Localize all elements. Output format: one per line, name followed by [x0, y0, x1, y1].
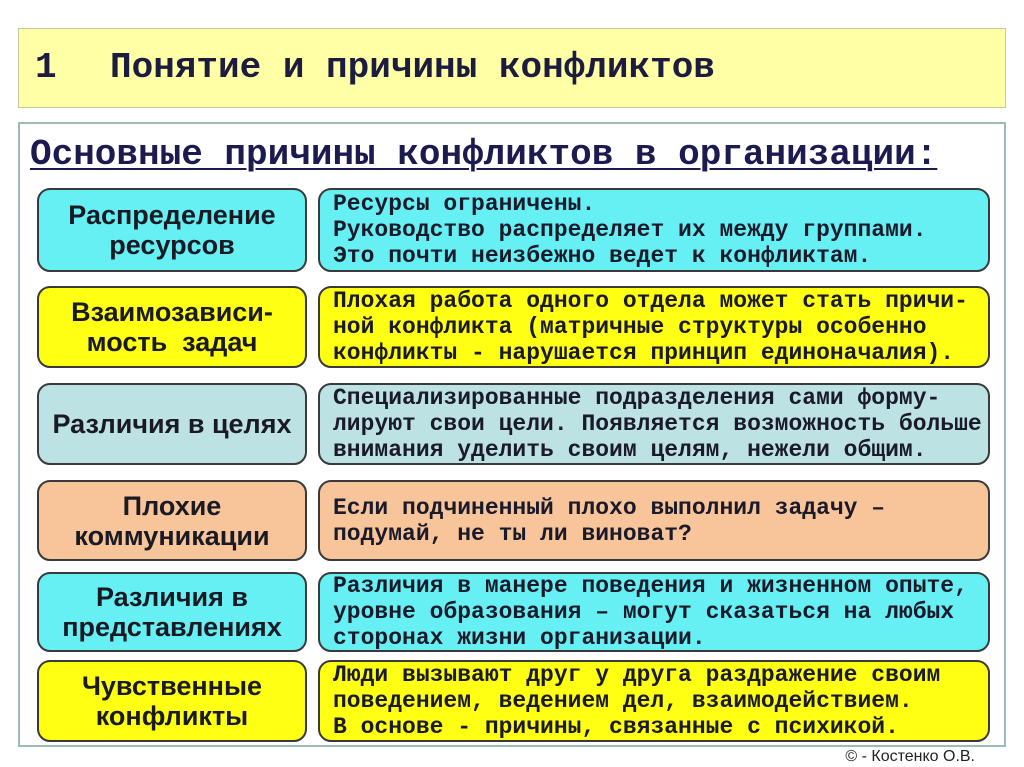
slide-title: Понятие и причины конфликтов — [110, 47, 715, 88]
cause-description-line: Специализированные подразделения сами форму- — [333, 385, 941, 411]
cause-label-box — [37, 572, 307, 652]
slide-header — [18, 28, 1006, 108]
cause-label-box — [37, 286, 307, 368]
cause-description-box — [318, 660, 990, 742]
cause-description-box — [318, 383, 990, 465]
cause-label-line: Различия в целях — [52, 409, 292, 439]
section-number: 1 — [35, 47, 57, 88]
cause-description-line: Плохая работа одного отдела может стать причи- — [333, 288, 968, 314]
cause-description-line: подумай, не ты ли виноват? — [333, 520, 692, 547]
cause-description-line: лируют свои цели. Появляется возможность больше — [333, 411, 982, 437]
copyright-footer: © - Костенко О.В. — [845, 748, 975, 765]
cause-label-line: Распределение — [68, 200, 276, 230]
cause-row-resource-allocation — [37, 188, 990, 272]
cause-label-box — [37, 188, 307, 272]
cause-description-line: Руководство распределяет их между группами. — [333, 217, 927, 243]
cause-description-box — [318, 572, 990, 652]
section-heading: Основные причины конфликтов в организации: — [30, 134, 938, 175]
cause-label-box — [37, 480, 307, 561]
cause-description-box — [318, 286, 990, 368]
cause-description-line: Это почти неизбежно ведет к конфликтам. — [333, 243, 872, 269]
cause-row-task-interdependence — [37, 286, 990, 368]
cause-description-line: ной конфликта (матричные структуры особенно — [333, 314, 927, 340]
cause-label-line: коммуникации — [74, 520, 270, 551]
cause-description-line: Если подчиненный плохо выполнил задачу – — [333, 494, 886, 521]
cause-row-goal-differences — [37, 383, 990, 465]
cause-description-line: Различия в манере поведения и жизненном опыте, — [333, 573, 968, 599]
cause-description-box — [318, 188, 990, 272]
cause-label-line: Чувственные — [81, 671, 263, 701]
cause-description-line: Люди вызывают друг у друга раздражение своим — [333, 662, 941, 688]
cause-description-line: В основе - причины, связанные с психикой. — [333, 714, 899, 740]
cause-label-box — [37, 660, 307, 742]
cause-row-poor-communication — [37, 480, 990, 561]
cause-description-line: конфликты - нарушается принцип единоначалия). — [333, 340, 955, 366]
cause-row-perception-differences — [37, 572, 990, 652]
cause-label-box — [37, 383, 307, 465]
cause-description-line: Ресурсы ограничены. — [333, 191, 596, 217]
cause-label-line: представлениях — [62, 612, 282, 642]
cause-label-line: мость задач — [86, 327, 258, 357]
cause-description-line: уровне образования – могут сказаться на любых — [333, 599, 955, 625]
cause-label-line: Различия в — [96, 582, 248, 612]
cause-description-box — [318, 480, 990, 561]
cause-row-emotional-conflicts — [37, 660, 990, 742]
cause-label-line: Взаимозависи- — [71, 297, 273, 327]
cause-description-line: внимания уделить своим целям, нежели общим. — [333, 437, 927, 463]
cause-description-line: сторонах жизни организации. — [333, 625, 706, 651]
cause-description-line: поведением, ведением дел, взаимодействием. — [333, 688, 913, 714]
cause-label-line: ресурсов — [109, 230, 235, 260]
cause-label-line: Плохие — [122, 490, 222, 521]
cause-label-line: конфликты — [95, 701, 249, 731]
